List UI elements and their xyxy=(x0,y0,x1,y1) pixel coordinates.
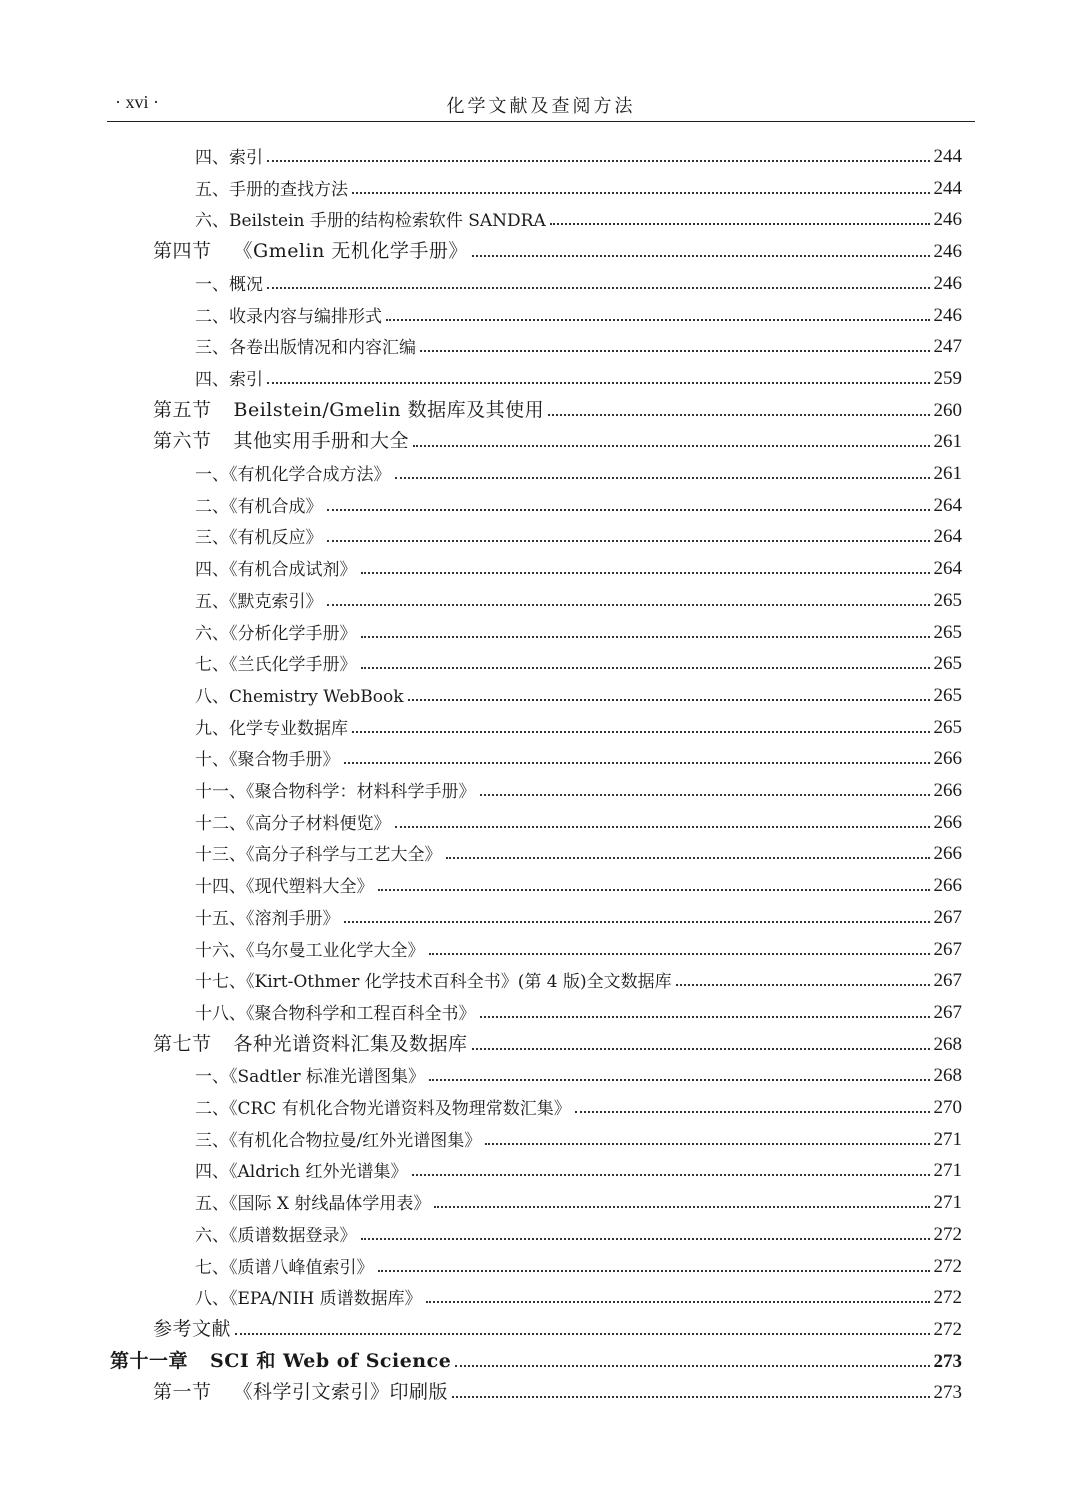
header-rule xyxy=(107,121,975,122)
toc-entry xyxy=(195,1154,962,1182)
toc-entry xyxy=(195,996,962,1024)
toc-entry-page: 268 xyxy=(933,1065,962,1087)
toc-entry-page: 265 xyxy=(933,653,962,675)
toc-entry-title: 八、Chemistry WebBook xyxy=(195,686,404,707)
toc-entry-page: 266 xyxy=(933,811,962,833)
toc-entry-title: 四、索引 xyxy=(195,369,263,390)
toc-entry xyxy=(195,584,962,612)
toc-entry-page: 271 xyxy=(933,1192,962,1214)
toc-entry-title: 五、《默克索引》 xyxy=(195,591,323,612)
dot-leader xyxy=(548,414,929,416)
toc-entry-page: 266 xyxy=(933,748,962,770)
toc-entry xyxy=(195,711,962,739)
dot-leader xyxy=(361,636,930,638)
toc-entry-title: 八、《EPA/NIH 质谱数据库》 xyxy=(195,1289,422,1310)
toc-entry-title: 一、概况 xyxy=(195,274,263,295)
dot-leader xyxy=(267,287,930,289)
toc-entry xyxy=(195,774,962,802)
toc-entry-title: 其他实用手册和大全 xyxy=(233,430,410,453)
toc-entry-page: 273 xyxy=(933,1382,962,1404)
toc-entry-title: 十七、《Kirt-Othmer 化学技术百科全书》(第 4 版)全文数据库 xyxy=(195,972,672,993)
toc-entry-title: 二、《CRC 有机化合物光谱资料及物理常数汇集》 xyxy=(195,1099,571,1119)
toc-entry-page: 246 xyxy=(933,209,962,231)
dot-leader xyxy=(455,1365,929,1367)
toc-entry-page: 246 xyxy=(933,304,962,326)
dot-leader xyxy=(408,699,930,701)
toc-entry-page: 268 xyxy=(933,1033,962,1055)
toc-entry-page: 272 xyxy=(933,1255,962,1277)
toc-entry-title: 七、《兰氏化学手册》 xyxy=(195,655,357,676)
toc-entry-page: 267 xyxy=(933,906,962,928)
toc-entry-page: 260 xyxy=(933,399,962,421)
toc-entry xyxy=(153,394,962,422)
dot-leader xyxy=(434,1206,929,1208)
toc-entry-title: 七、《质谱八峰值索引》 xyxy=(195,1257,374,1278)
dot-leader xyxy=(378,889,930,891)
page-number-label: · xvi · xyxy=(115,92,159,112)
dot-leader xyxy=(267,382,930,384)
toc-entry xyxy=(153,1376,962,1404)
dot-leader xyxy=(327,509,930,511)
toc-entry-page: 272 xyxy=(933,1318,962,1340)
dot-leader xyxy=(575,1111,930,1113)
toc-entry-title: 二、《有机合成》 xyxy=(195,496,323,517)
toc-entry xyxy=(195,552,962,580)
toc-entry xyxy=(195,616,962,644)
toc-entry-title: 十二、《高分子材料便览》 xyxy=(195,813,391,834)
dot-leader xyxy=(344,762,930,764)
toc-entry xyxy=(153,425,962,453)
toc-entry-title: 三、各卷出版情况和内容汇编 xyxy=(195,338,416,359)
toc-entry xyxy=(195,520,962,548)
toc-entry-page: 271 xyxy=(933,1160,962,1182)
toc-entry xyxy=(195,1250,962,1278)
toc-entry-title: 五、手册的查找方法 xyxy=(195,179,348,200)
toc-entry xyxy=(195,806,962,834)
toc-entry-number: 第六节 xyxy=(153,430,212,453)
dot-leader xyxy=(472,255,930,257)
toc-entry-title: 六、Beilstein 手册的结构检索软件 SANDRA xyxy=(195,211,546,232)
toc-entry xyxy=(153,1028,962,1056)
toc-entry-title: 五、《国际 X 射线晶体学用表》 xyxy=(195,1194,431,1215)
toc-entry xyxy=(195,203,962,231)
toc-entry-page: 267 xyxy=(933,970,962,992)
toc-entry-title: 一、《Sadtler 标准光谱图集》 xyxy=(195,1067,426,1088)
toc-entry-title: 十三、《高分子科学与工艺大全》 xyxy=(195,845,442,866)
toc-entry-page: 264 xyxy=(933,526,962,548)
toc-entry-title: 各种光谱资料汇集及数据库 xyxy=(233,1032,468,1055)
toc-entry-title: 参考文献 xyxy=(153,1317,232,1340)
toc-entry-number: 第五节 xyxy=(153,398,212,421)
dot-leader xyxy=(395,477,930,479)
toc-entry-page: 266 xyxy=(933,843,962,865)
toc-entry xyxy=(153,1313,962,1341)
toc-entry xyxy=(195,457,962,485)
toc-entry-page: 244 xyxy=(933,177,962,199)
toc-entry-title: 六、《质谱数据登录》 xyxy=(195,1225,357,1246)
toc-entry-title: 十四、《现代塑料大全》 xyxy=(195,877,374,898)
toc-entry xyxy=(195,901,962,929)
toc-entry-title: 四、《Aldrich 红外光谱集》 xyxy=(195,1162,408,1183)
toc-entry-title: 三、《有机反应》 xyxy=(195,528,323,549)
toc-entry-page: 267 xyxy=(933,938,962,960)
toc-entry-number: 第七节 xyxy=(153,1032,212,1055)
dot-leader xyxy=(327,604,930,606)
dot-leader xyxy=(420,350,930,352)
dot-leader xyxy=(361,572,930,574)
dot-leader xyxy=(361,667,930,669)
toc-entry-page: 271 xyxy=(933,1128,962,1150)
toc-entry-page: 246 xyxy=(933,272,962,294)
dot-leader xyxy=(480,1016,930,1018)
toc-entry-title: 九、化学专业数据库 xyxy=(195,718,348,739)
toc-entry-page: 266 xyxy=(933,875,962,897)
toc-entry xyxy=(195,1218,962,1246)
dot-leader xyxy=(550,223,930,225)
dot-leader xyxy=(386,319,930,321)
dot-leader xyxy=(395,826,930,828)
toc-entry xyxy=(195,140,962,168)
toc-entry xyxy=(195,742,962,770)
toc-entry xyxy=(195,679,962,707)
toc-entry-page: 265 xyxy=(933,716,962,738)
dot-leader xyxy=(352,731,930,733)
toc-entry-number: 第十一章 xyxy=(110,1349,189,1372)
dot-leader xyxy=(472,1048,930,1050)
toc-entry xyxy=(195,1091,962,1119)
toc-entry-page: 267 xyxy=(933,1001,962,1023)
toc-entry-page: 273 xyxy=(933,1350,962,1372)
toc-entry xyxy=(195,1059,962,1087)
dot-leader xyxy=(676,984,930,986)
dot-leader xyxy=(378,1270,930,1272)
toc-entry-title: 一、《有机化学合成方法》 xyxy=(195,465,391,485)
toc-entry xyxy=(195,964,962,992)
toc-entry-title: 十一、《聚合物科学：材料科学手册》 xyxy=(195,782,476,802)
dot-leader xyxy=(361,1238,930,1240)
toc-entry-title: 十八、《聚合物科学和工程百科全书》 xyxy=(195,1003,476,1024)
toc-entry-title: 十、《聚合物手册》 xyxy=(195,750,340,771)
toc-entry-title: Beilstein/Gmelin 数据库及其使用 xyxy=(233,398,545,421)
toc-entry xyxy=(195,362,962,390)
toc-entry-page: 265 xyxy=(933,621,962,643)
toc-entry-page: 266 xyxy=(933,780,962,801)
toc-entry xyxy=(195,267,962,295)
toc-entry-page: 259 xyxy=(933,367,962,389)
toc-entry xyxy=(195,299,962,327)
toc-entry-title: 四、《有机合成试剂》 xyxy=(195,560,357,581)
toc-entry-page: 270 xyxy=(933,1097,962,1118)
toc-entry-title: 十六、《乌尔曼工业化学大全》 xyxy=(195,940,425,961)
toc-entry xyxy=(195,837,962,865)
toc-entry-number: 第四节 xyxy=(153,240,212,263)
toc-entry xyxy=(195,172,962,200)
toc-entry xyxy=(195,647,962,675)
dot-leader xyxy=(327,540,930,542)
toc-entry-title: 《Gmelin 无机化学手册》 xyxy=(233,240,468,263)
dot-leader xyxy=(352,192,930,194)
toc-entry xyxy=(195,330,962,358)
dot-leader xyxy=(452,1396,929,1398)
toc-entry-title: 四、索引 xyxy=(195,148,263,168)
toc-entry xyxy=(195,489,962,517)
toc-entry xyxy=(110,1345,962,1373)
dot-leader xyxy=(413,445,929,447)
toc-entry-page: 265 xyxy=(933,589,962,611)
toc-entry-title: 三、《有机化合物拉曼/红外光谱图集》 xyxy=(195,1130,482,1151)
toc-entry-title: 二、收录内容与编排形式 xyxy=(195,306,382,327)
toc-entry-page: 264 xyxy=(933,558,962,580)
toc-entry-page: 265 xyxy=(933,684,962,706)
toc-entry xyxy=(153,235,962,263)
toc-entry-page: 246 xyxy=(933,241,962,263)
toc-entry-page: 261 xyxy=(933,463,962,484)
toc-entry xyxy=(195,1281,962,1309)
dot-leader xyxy=(446,857,930,859)
toc-entry-title: 《科学引文索引》印刷版 xyxy=(233,1381,449,1404)
dot-leader xyxy=(426,1301,930,1303)
toc-entry xyxy=(195,869,962,897)
toc-entry-number: 第一节 xyxy=(153,1381,212,1404)
dot-leader xyxy=(429,1079,929,1081)
dot-leader xyxy=(344,921,930,923)
running-header xyxy=(107,92,975,120)
toc-entry xyxy=(195,933,962,961)
dot-leader xyxy=(485,1143,929,1145)
toc-entry-page: 264 xyxy=(933,494,962,516)
dot-leader xyxy=(480,794,930,796)
toc-entry-page: 247 xyxy=(933,336,962,358)
dot-leader xyxy=(267,160,930,162)
toc-entry-title: 十五、《溶剂手册》 xyxy=(195,908,340,929)
toc-entry xyxy=(195,1186,962,1214)
toc-entry-page: 272 xyxy=(933,1223,962,1245)
dot-leader xyxy=(412,1174,930,1176)
toc-entry-page: 244 xyxy=(933,146,962,167)
toc-entry-title: 六、《分析化学手册》 xyxy=(195,623,357,644)
dot-leader xyxy=(429,953,930,955)
toc-entry-title: SCI 和 Web of Science xyxy=(210,1349,452,1372)
book-title: 化学文献及查阅方法 xyxy=(446,96,636,117)
toc-entry-page: 272 xyxy=(933,1287,962,1309)
toc-entry xyxy=(195,1123,962,1151)
toc-entry-page: 261 xyxy=(933,431,962,453)
dot-leader xyxy=(235,1333,929,1335)
